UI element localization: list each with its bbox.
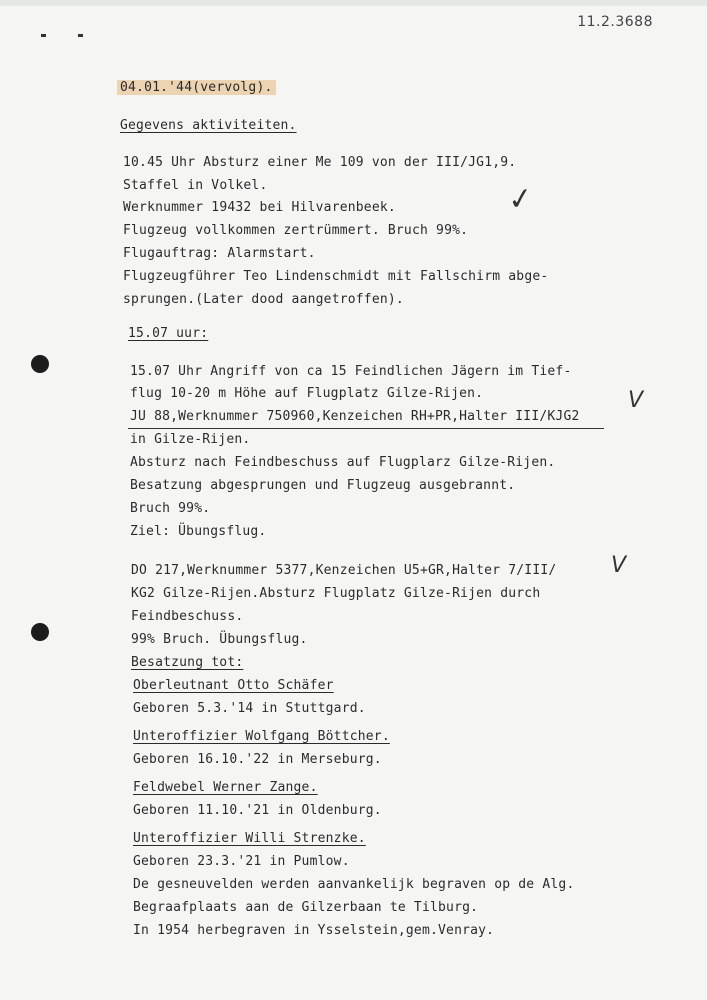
date-highlight: 04.01.'44(vervolg). — [117, 80, 276, 95]
text-line: Flugzeugführer Teo Lindenschmidt mit Fallschirm abge- — [123, 269, 549, 284]
document-reference: 11.2.3688 — [577, 14, 653, 30]
text-line: Begraafplaats aan de Gilzerbaan te Tilburg. — [133, 900, 479, 915]
text-line: Bruch 99%. — [130, 501, 211, 516]
punch-hole-top — [31, 355, 49, 373]
punch-hole-bottom — [31, 623, 49, 641]
text-line: 10.45 Uhr Absturz einer Me 109 von der III/JG1,9. — [123, 155, 517, 170]
text-line: 15.07 Uhr Angriff von ca 15 Feindlichen Jägern im Tief- — [130, 364, 572, 379]
underline-rule — [128, 428, 604, 429]
text-line: Werknummer 19432 bei Hilvarenbeek. — [123, 200, 396, 215]
crew-name: Unteroffizier Willi Strenzke. — [133, 831, 366, 846]
text-line: in Gilze-Rijen. — [130, 432, 251, 447]
text-line: In 1954 herbegraven in Ysselstein,gem.Venray. — [133, 923, 495, 938]
text-line: JU 88,Werknummer 750960,Kenzeichen RH+PR,Halter III/KJG2 — [130, 409, 580, 424]
text-line: Flugauftrag: Alarmstart. — [123, 246, 316, 261]
crew-born: Geboren 23.3.'21 in Pumlow. — [133, 854, 350, 869]
section-heading: Gegevens aktiviteiten. — [120, 118, 297, 133]
date-header — [117, 80, 276, 95]
crew-born: Geboren 5.3.'14 in Stuttgard. — [133, 701, 366, 716]
checkmark-icon: V — [628, 388, 644, 413]
crew-heading: Besatzung tot: — [131, 655, 244, 670]
text-line: Feindbeschuss. — [131, 609, 244, 624]
text-line: sprungen.(Later dood aangetroffen). — [123, 292, 404, 307]
text-line: Ziel: Übungsflug. — [130, 524, 267, 539]
text-line: Staffel in Volkel. — [123, 178, 268, 193]
crew-name: Feldwebel Werner Zange. — [133, 780, 318, 795]
checkmark-icon: V — [611, 553, 627, 578]
time-heading: 15.07 uur: — [128, 326, 209, 341]
text-line: Besatzung abgesprungen und Flugzeug ausgebrannt. — [130, 478, 516, 493]
scan-mark — [41, 34, 46, 37]
crew-born: Geboren 16.10.'22 in Merseburg. — [133, 752, 382, 767]
text-line: De gesneuvelden werden aanvankelijk begraven op de Alg. — [133, 877, 575, 892]
text-line: 99% Bruch. Übungsflug. — [131, 632, 308, 647]
page-top-edge — [0, 0, 707, 6]
crew-born: Geboren 11.10.'21 in Oldenburg. — [133, 803, 382, 818]
crew-name: Oberleutnant Otto Schäfer — [133, 678, 334, 693]
crew-name: Unteroffizier Wolfgang Böttcher. — [133, 729, 390, 744]
text-line: KG2 Gilze-Rijen.Absturz Flugplatz Gilze-Rijen durch — [131, 586, 541, 601]
scan-mark — [78, 34, 83, 37]
text-line: Absturz nach Feindbeschuss auf Flugplarz Gilze-Rijen. — [130, 455, 556, 470]
text-line: flug 10-20 m Höhe auf Flugplatz Gilze-Rijen. — [130, 386, 484, 401]
text-line: DO 217,Werknummer 5377,Kenzeichen U5+GR,Halter 7/III/ — [131, 563, 557, 578]
text-line: Flugzeug vollkommen zertrümmert. Bruch 99%. — [123, 223, 469, 238]
checkmark-icon: ✓ — [505, 180, 536, 219]
